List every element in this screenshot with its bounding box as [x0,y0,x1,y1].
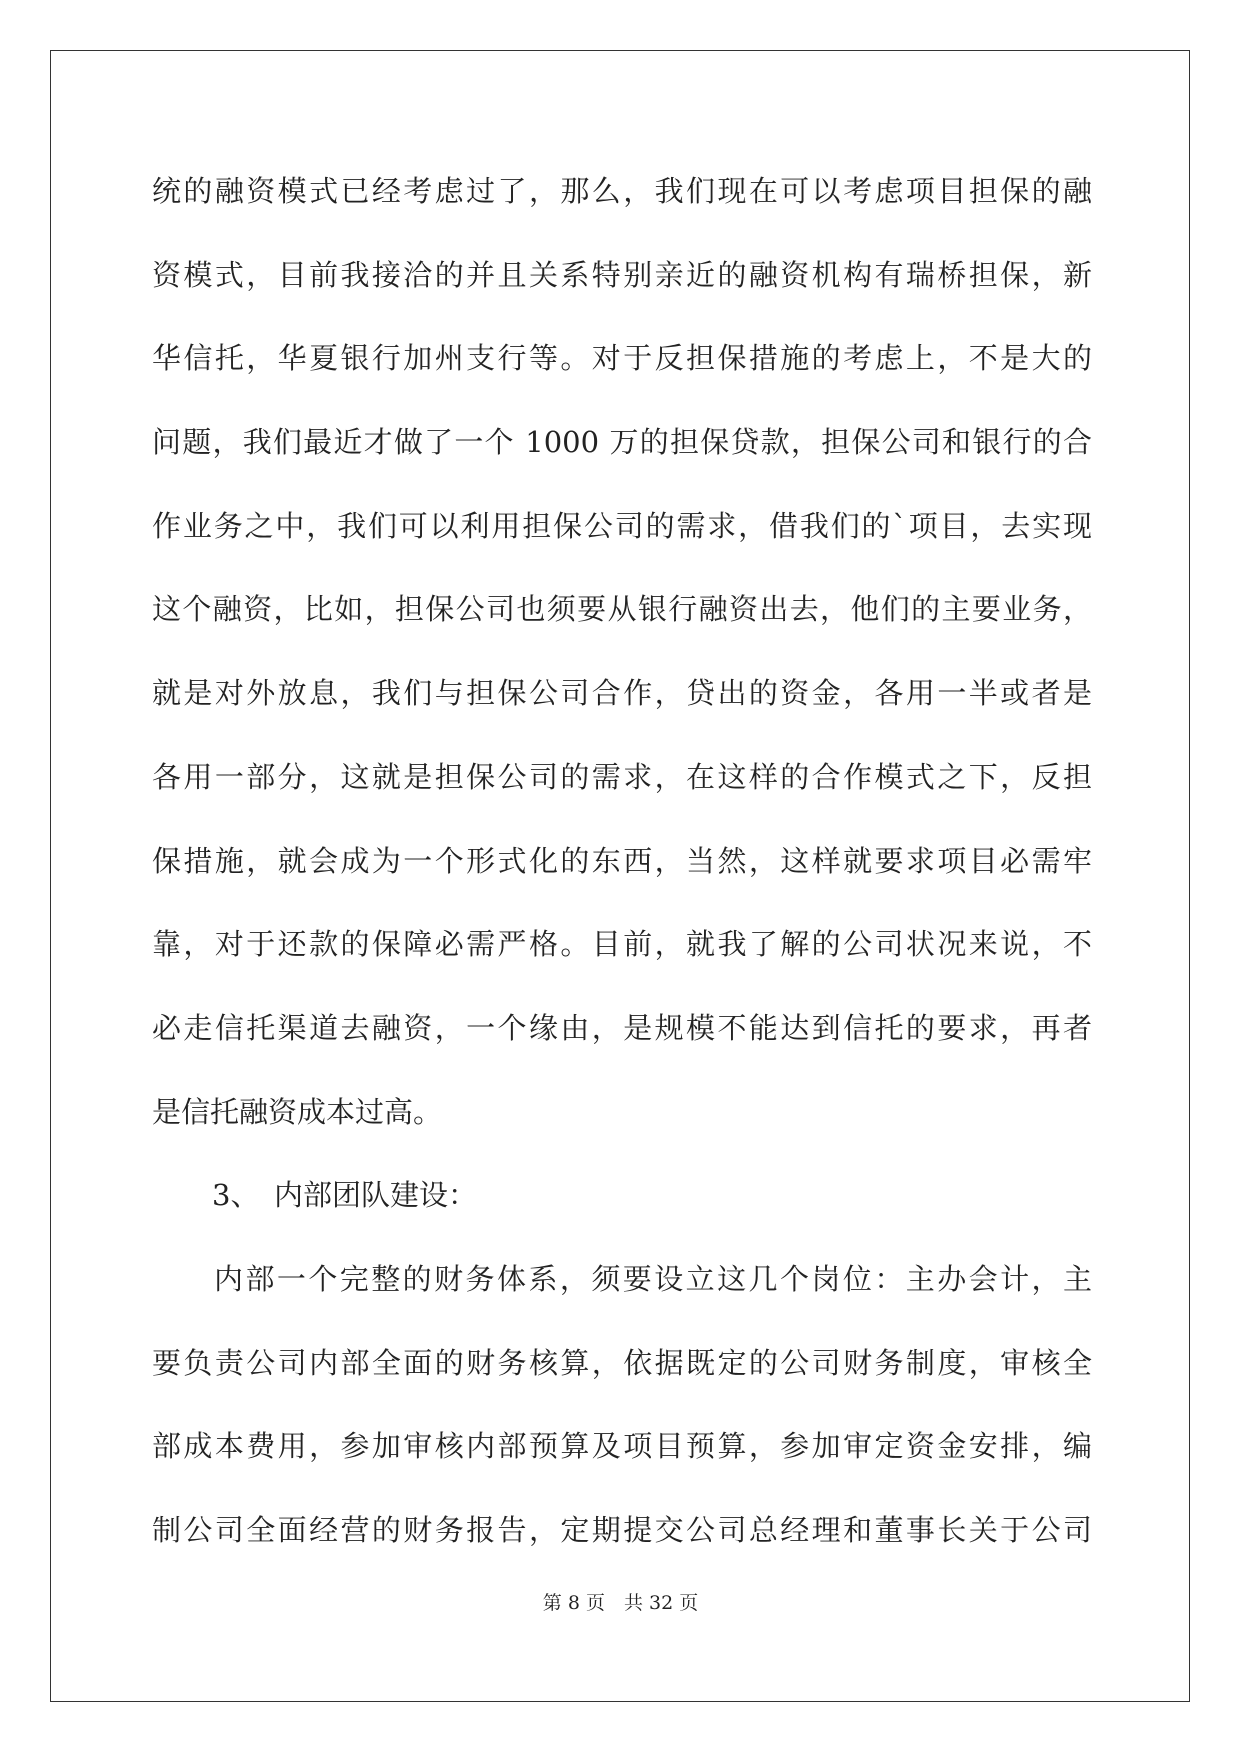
paragraph-line: 是信托融资成本过高。 [152,1094,443,1129]
paragraph-line: 保措施，就会成为一个形式化的东西，当然，这样就要求项目必需牢 [152,843,1092,878]
paragraph-line: 要负责公司内部全面的财务核算，依据既定的公司财务制度，审核全 [152,1345,1092,1380]
section-heading: 3、 内部团队建设： [212,1178,477,1213]
paragraph-line: 必走信托渠道去融资，一个缘由，是规模不能达到信托的要求，再者 [152,1010,1092,1045]
paragraph-line: 问题，我们最近才做了一个 1000 万的担保贷款，担保公司和银行的合 [152,425,1092,460]
paragraph-line: 制公司全面经营的财务报告，定期提交公司总经理和董事长关于公司 [152,1513,1092,1547]
paragraph-line: 就是对外放息，我们与担保公司合作，贷出的资金，各用一半或者是 [152,676,1092,711]
document-body [152,150,1092,1573]
paragraph-line: 靠，对于还款的保障必需严格。目前，就我了解的公司状况来说，不 [152,927,1092,962]
paragraph-line: 作业务之中，我们可以利用担保公司的需求，借我们的`项目，去实现 [152,508,1092,543]
paragraph-line: 部成本费用，参加审核内部预算及项目预算，参加审定资金安排，编 [152,1429,1092,1464]
paragraph-line: 各用一部分，这就是担保公司的需求，在这样的合作模式之下，反担 [152,759,1092,794]
page-number-footer: 第 8 页 共 32 页 [542,1592,699,1614]
paragraph-line: 这个融资，比如，担保公司也须要从银行融资出去，他们的主要业务， [152,592,1092,627]
paragraph-line: 统的融资模式已经考虑过了，那么，我们现在可以考虑项目担保的融 [152,174,1092,208]
paragraph-line: 内部一个完整的财务体系，须要设立这几个岗位：主办会计，主 [214,1261,1092,1296]
paragraph-line: 华信托，华夏银行加州支行等。对于反担保措施的考虑上，不是大的 [152,341,1092,376]
paragraph-line: 资模式，目前我接洽的并且关系特别亲近的融资机构有瑞桥担保，新 [152,257,1092,292]
